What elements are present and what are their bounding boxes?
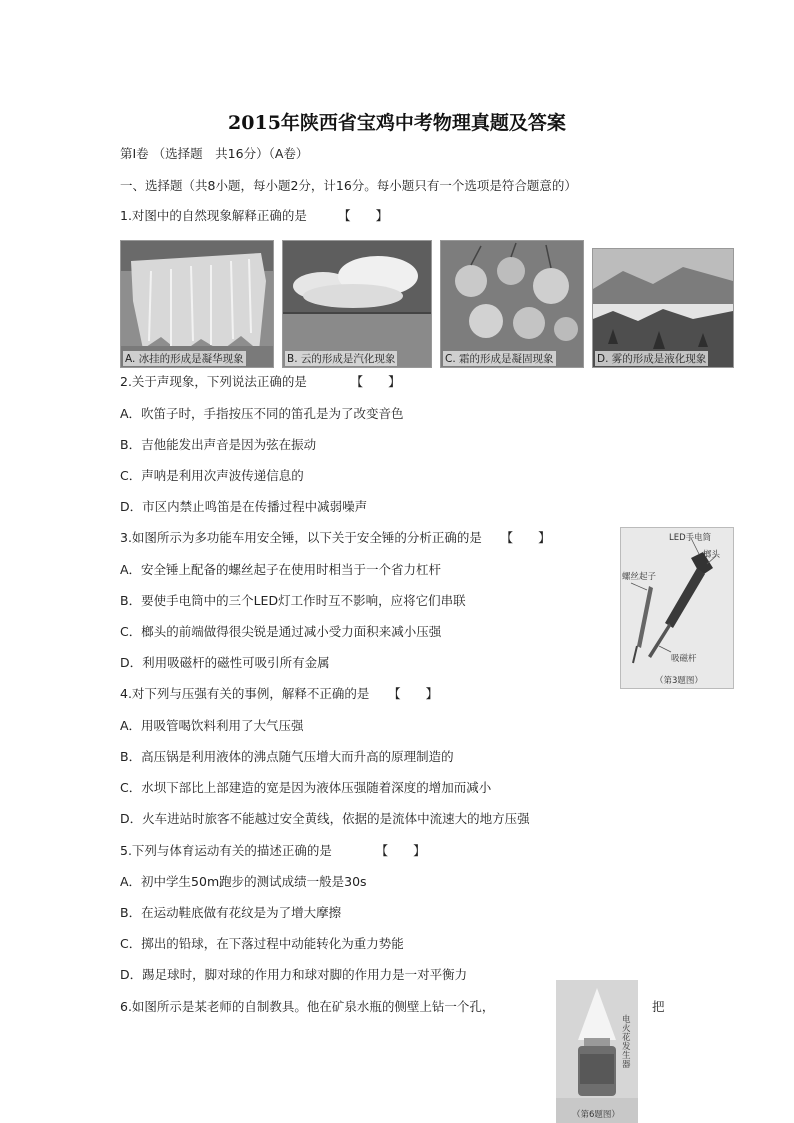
q2-option-d: D．市区内禁止鸣笛是在传播过程中减弱噪声 <box>120 499 368 514</box>
caption-b: B. 云的形成是汽化现象 <box>287 353 396 365</box>
caption-d: D. 雾的形成是液化现象 <box>597 353 707 365</box>
figure-safety-hammer <box>620 527 734 689</box>
q6-stem-end: 把 <box>652 999 665 1014</box>
photo-frost <box>440 240 584 368</box>
q2-option-b: B．吉他能发出声音是因为弦在振动 <box>120 437 317 452</box>
photo-clouds <box>282 240 432 368</box>
q3-option-d: D．利用吸磁杆的磁性可吸引所有金属 <box>120 655 330 670</box>
figure6-caption: （第6题图） <box>572 1110 620 1120</box>
q6-stem: 6.如图所示是某老师的自制教具。他在矿泉水瓶的侧壁上钻一个孔， <box>120 999 495 1014</box>
q3-option-b: B．要使手电筒中的三个LED灯工作时互不影响，应将它们串联 <box>120 593 466 608</box>
q2-stem: 2.关于声现象，下列说法正确的是 【 】 <box>120 374 401 389</box>
caption-a: A. 冰挂的形成是凝华现象 <box>125 353 244 365</box>
section-heading: 第I卷 （选择题 共16分）（A卷） <box>120 146 309 161</box>
q2-option-a: A．吹笛子时，手指按压不同的笛孔是为了改变音色 <box>120 406 404 421</box>
q4-option-a: A．用吸管喝饮料利用了大气压强 <box>120 718 304 733</box>
label-screwdriver: 螺丝起子 <box>622 572 657 582</box>
q3-stem: 3.如图所示为多功能车用安全锤，以下关于安全锤的分析正确的是 【 】 <box>120 530 551 545</box>
label-led-flashlight: LED手电筒 <box>669 533 712 543</box>
figure3-caption: （第3题图） <box>655 676 703 686</box>
q4-option-d: D．火车进站时旅客不能越过安全黄线，依据的是流体中流速大的地方压强 <box>120 811 530 826</box>
q3-option-c: C．榔头的前端做得很尖锐是通过减小受力面积来减小压强 <box>120 624 442 639</box>
q5-stem: 5.下列与体育运动有关的描述正确的是 【 】 <box>120 843 426 858</box>
q1-stem: 1.对图中的自然现象解释正确的是 【 】 <box>120 208 389 223</box>
label-spark-generator: 电火花发生器 <box>622 1015 631 1070</box>
q3-option-a: A．安全锤上配备的螺丝起子在使用时相当于一个省力杠杆 <box>120 562 442 577</box>
q5-option-d: D．踢足球时，脚对球的作用力和球对脚的作用力是一对平衡力 <box>120 967 468 982</box>
photo-icicle <box>120 240 274 368</box>
q4-option-c: C．水坝下部比上部建造的宽是因为液体压强随着深度的增加而减小 <box>120 780 492 795</box>
q5-option-b: B．在运动鞋底做有花纹是为了增大摩擦 <box>120 905 342 920</box>
figure-spark-bottle <box>556 980 638 1123</box>
q5-option-a: A．初中学生50m跑步的测试成绩一般是30s <box>120 874 367 889</box>
instructions: 一、选择题（共8小题，每小题2分，计16分。每小题只有一个选项是符合题意的） <box>120 178 577 193</box>
q2-option-c: C．声呐是利用次声波传递信息的 <box>120 468 304 483</box>
label-magnet-rod: 吸磁杆 <box>671 654 697 664</box>
q4-stem: 4.对下列与压强有关的事例，解释不正确的是 【 】 <box>120 686 439 701</box>
caption-c: C. 霜的形成是凝固现象 <box>445 353 554 365</box>
label-hammer-head: 榔头 <box>703 550 721 560</box>
photo-fog <box>592 248 734 368</box>
q4-option-b: B．高压锅是利用液体的沸点随气压增大而升高的原理制造的 <box>120 749 454 764</box>
page-title: 2015年陕西省宝鸡中考物理真题及答案 <box>228 112 566 134</box>
q5-option-c: C．掷出的铅球，在下落过程中动能转化为重力势能 <box>120 936 404 951</box>
